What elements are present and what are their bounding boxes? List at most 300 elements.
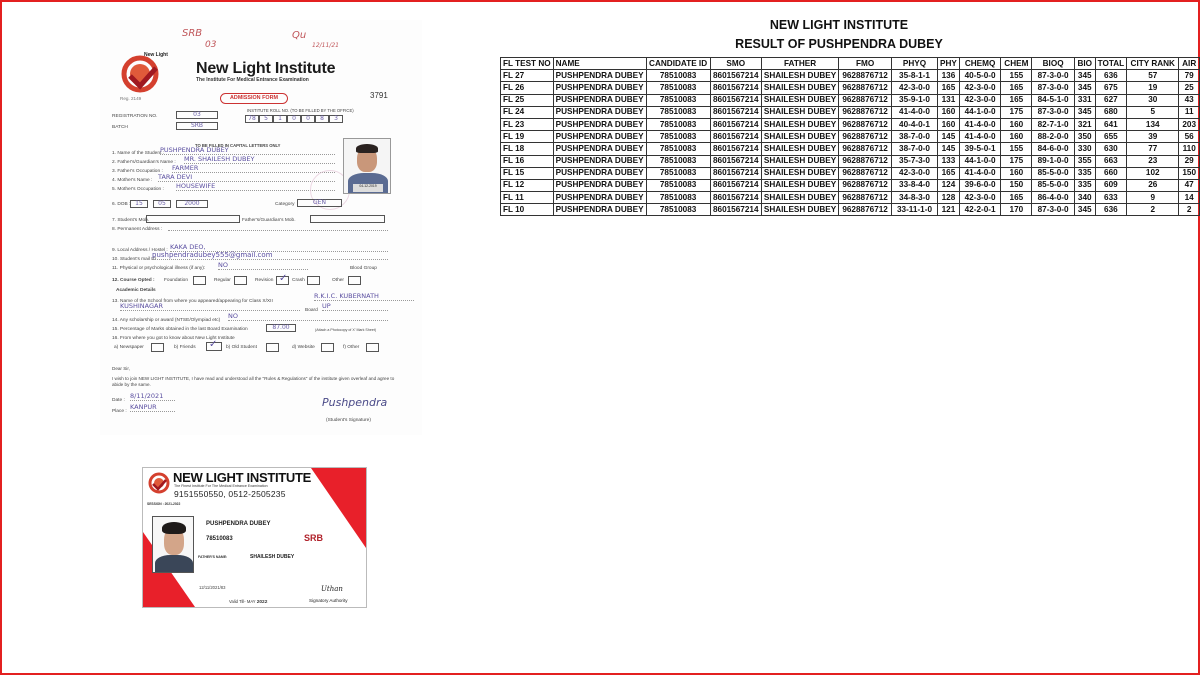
column-header: CANDIDATE ID <box>646 58 710 70</box>
card-phones: 9151550550, 0512-2505235 <box>174 489 286 499</box>
dob-month: 05 <box>153 200 171 208</box>
table-cell: 78510083 <box>646 155 710 167</box>
table-cell: 85-5-0-0 <box>1032 167 1074 179</box>
table-cell: 84-6-0-0 <box>1032 143 1074 155</box>
column-header: CHEMQ <box>959 58 1000 70</box>
signature-label: (Student's Signature) <box>326 418 371 423</box>
table-cell: 41-4-0-0 <box>959 118 1000 130</box>
table-cell: 8601567214 <box>710 94 761 106</box>
table-cell: SHAILESH DUBEY <box>761 94 838 106</box>
batch-field: SRB <box>176 122 218 130</box>
date-label: Date : <box>112 398 125 403</box>
table-cell: 165 <box>1001 192 1032 204</box>
table-cell: 34-8-3-0 <box>891 192 937 204</box>
table-cell: 78510083 <box>646 94 710 106</box>
table-cell: 2 <box>1127 204 1179 216</box>
table-cell: 636 <box>1095 204 1127 216</box>
table-cell: PUSHPENDRA DUBEY <box>553 167 646 179</box>
table-cell: FL 10 <box>501 204 554 216</box>
result-subtitle: RESULT OF PUSHPENDRA DUBEY <box>735 37 943 51</box>
roll-digit: 0 <box>301 115 315 123</box>
admission-form <box>100 20 422 435</box>
field-label-mother: 4. Mother's Name : <box>112 178 153 183</box>
table-cell: SHAILESH DUBEY <box>761 204 838 216</box>
source-label: 16. From where you got to know about New Light Institute <box>112 336 235 341</box>
field-label-mother-occupation: 5. Mother's Occupation : <box>112 187 164 192</box>
table-cell: 43 <box>1179 94 1200 106</box>
academic-details-heading: Academic Details <box>116 288 156 293</box>
table-cell: FL 18 <box>501 143 554 155</box>
table-cell: 655 <box>1095 131 1127 143</box>
table-cell: 165 <box>1001 94 1032 106</box>
table-cell: 38-7-0-0 <box>891 131 937 143</box>
board-label: Board <box>305 308 318 313</box>
institute-logo-icon <box>120 50 168 96</box>
signatory-label: Signatory Authority <box>309 598 348 603</box>
table-cell: SHAILESH DUBEY <box>761 192 838 204</box>
table-cell: 9628876712 <box>839 143 892 155</box>
table-cell: 41-4-0-0 <box>959 167 1000 179</box>
table-cell: SHAILESH DUBEY <box>761 131 838 143</box>
table-cell: 160 <box>1001 167 1032 179</box>
table-cell: 84-5-1-0 <box>1032 94 1074 106</box>
table-cell: 150 <box>1179 167 1200 179</box>
table-row <box>501 82 1200 94</box>
table-cell: 663 <box>1095 155 1127 167</box>
student-signature: Pushpendra <box>322 396 388 409</box>
table-cell: 35-9-1-0 <box>891 94 937 106</box>
table-cell: 675 <box>1095 82 1127 94</box>
table-cell: 86-4-0-0 <box>1032 192 1074 204</box>
scholarship-label: 14. Any scholarship or award (NTSE/Olympiad etc) <box>112 318 221 323</box>
column-header: BIOQ <box>1032 58 1074 70</box>
source-old-student-checkbox <box>266 343 279 352</box>
table-cell: 680 <box>1095 106 1127 118</box>
form-number: 3791 <box>370 91 388 100</box>
table-cell: 8601567214 <box>710 204 761 216</box>
dob-day: 15 <box>130 200 148 208</box>
table-cell: 14 <box>1179 192 1200 204</box>
table-cell: 155 <box>1001 70 1032 82</box>
table-cell: 40-4-0-1 <box>891 118 937 130</box>
table-cell: 87-3-0-0 <box>1032 70 1074 82</box>
table-cell: 102 <box>1127 167 1179 179</box>
table-cell: 11 <box>1179 106 1200 118</box>
father-mob-label: Father's/Guardian's Mob. <box>242 218 296 223</box>
place-field: KANPUR <box>130 404 175 412</box>
column-header: FMO <box>839 58 892 70</box>
table-cell: 150 <box>1001 179 1032 191</box>
table-cell: 42-3-0-0 <box>959 192 1000 204</box>
mail-field: pushpendradubey555@gmail.com <box>152 252 388 260</box>
table-cell: 78510083 <box>646 192 710 204</box>
table-cell: 8601567214 <box>710 143 761 155</box>
column-header: SMO <box>710 58 761 70</box>
table-cell: 133 <box>938 155 960 167</box>
handwritten-initials: Qu <box>292 30 307 41</box>
table-cell: 39-6-0-0 <box>959 179 1000 191</box>
table-cell: 110 <box>1179 143 1200 155</box>
table-cell: 33-8-4-0 <box>891 179 937 191</box>
svg-text:New Light: New Light <box>144 52 168 58</box>
category-field: GEN <box>297 199 342 207</box>
card-validity <box>229 599 267 605</box>
table-cell: 165 <box>938 167 960 179</box>
table-cell: PUSHPENDRA DUBEY <box>553 155 646 167</box>
table-cell: SHAILESH DUBEY <box>761 143 838 155</box>
column-header: PHY <box>938 58 960 70</box>
roll-digit: 8 <box>315 115 329 123</box>
father-name-field: MR. SHAILESH DUBEY <box>184 156 335 164</box>
card-father-label: FATHER'S NAME: <box>198 555 228 559</box>
table-cell: 5 <box>1127 106 1179 118</box>
table-cell: 39 <box>1127 131 1179 143</box>
source-option-label: d) Website <box>292 345 315 350</box>
table-cell: SHAILESH DUBEY <box>761 70 838 82</box>
illness-field: NO <box>218 262 308 270</box>
column-header: AIR <box>1179 58 1200 70</box>
card-session: SESSION : 2021-2022 <box>147 502 181 506</box>
table-cell: SHAILESH DUBEY <box>761 167 838 179</box>
table-cell: 42-3-0-0 <box>959 94 1000 106</box>
table-cell: 340 <box>1074 192 1095 204</box>
table-row <box>501 192 1200 204</box>
table-cell: 8601567214 <box>710 155 761 167</box>
source-option-label: b) Old Student <box>226 345 257 350</box>
table-cell: SHAILESH DUBEY <box>761 155 838 167</box>
permanent-address-label: 8. Permanent Address : <box>112 227 163 232</box>
table-cell: PUSHPENDRA DUBEY <box>553 70 646 82</box>
table-cell: 145 <box>938 131 960 143</box>
table-cell: 78510083 <box>646 167 710 179</box>
column-header: FATHER <box>761 58 838 70</box>
course-regular-checkbox <box>234 276 247 285</box>
table-cell: 345 <box>1074 106 1095 118</box>
category-label: Category <box>275 202 295 207</box>
table-cell: 42-2-0-1 <box>959 204 1000 216</box>
declaration-text: I wish to join NEW LIGHT INSTITUTE, I have read and understood all the "Rules & Regulations" of the institute given overleaf and agree to abide by the same. <box>112 376 395 387</box>
table-cell: 9628876712 <box>839 192 892 204</box>
student-name-field: PUSHPENDRA DUBEY <box>160 147 335 155</box>
table-cell: 8601567214 <box>710 192 761 204</box>
table-cell: PUSHPENDRA DUBEY <box>553 94 646 106</box>
table-cell: PUSHPENDRA DUBEY <box>553 82 646 94</box>
table-cell: 9628876712 <box>839 118 892 130</box>
table-cell: 82-7-1-0 <box>1032 118 1074 130</box>
local-address-field: KAKA DEO, <box>170 244 388 252</box>
table-cell: 87-3-0-0 <box>1032 106 1074 118</box>
authority-signature: Uthan <box>321 585 343 593</box>
table-cell: 87-3-0-0 <box>1032 82 1074 94</box>
place-label: Place : <box>112 409 127 414</box>
card-father-name: SHAILESH DUBEY <box>250 554 295 560</box>
table-cell: 330 <box>1074 143 1095 155</box>
table-cell: 9628876712 <box>839 179 892 191</box>
permanent-address-field <box>168 223 388 231</box>
source-other-checkbox <box>366 343 379 352</box>
table-row <box>501 118 1200 130</box>
blood-group-label: Blood Group <box>350 266 377 271</box>
table-cell: 636 <box>1095 70 1127 82</box>
handwritten-batch: SRB <box>182 28 203 39</box>
column-header: CITY RANK <box>1127 58 1179 70</box>
table-cell: 42-3-0-0 <box>891 82 937 94</box>
table-cell: 30 <box>1127 94 1179 106</box>
table-header-row <box>501 58 1200 70</box>
table-cell: 641 <box>1095 118 1127 130</box>
dob-label: 6. DOB : <box>112 202 131 207</box>
table-cell: 8601567214 <box>710 179 761 191</box>
table-cell: 633 <box>1095 192 1127 204</box>
registration-label: REGISTRATION NO. <box>112 114 158 119</box>
card-student-name: PUSHPENDRA DUBEY <box>206 521 271 527</box>
table-cell: 9628876712 <box>839 204 892 216</box>
table-row <box>501 143 1200 155</box>
table-row <box>501 179 1200 191</box>
table-cell: 39-5-0-1 <box>959 143 1000 155</box>
source-website-checkbox <box>321 343 334 352</box>
school-label: 13. Name of the School from where you appeared/appearing for Class X/XII <box>112 299 273 304</box>
table-cell: 57 <box>1127 70 1179 82</box>
student-mob-field <box>146 215 240 223</box>
table-cell: 9 <box>1127 192 1179 204</box>
table-cell: 19 <box>1127 82 1179 94</box>
table-cell: FL 19 <box>501 131 554 143</box>
field-label-father-occupation: 3. Father's Occupation : <box>112 169 163 174</box>
table-cell: 9628876712 <box>839 155 892 167</box>
roll-digit: 1 <box>273 115 287 123</box>
table-cell: 44-1-0-0 <box>959 106 1000 118</box>
table-cell: 345 <box>1074 204 1095 216</box>
course-option-label: Crash <box>292 278 305 283</box>
table-cell: 175 <box>1001 155 1032 167</box>
table-cell: 350 <box>1074 131 1095 143</box>
table-cell: 8601567214 <box>710 106 761 118</box>
table-cell: 47 <box>1179 179 1200 191</box>
table-cell: 42-3-0-0 <box>891 167 937 179</box>
student-photo <box>343 138 391 194</box>
card-candidate-id: 78510083 <box>206 536 233 542</box>
table-cell: 78510083 <box>646 131 710 143</box>
card-photo <box>152 516 194 573</box>
institute-subtitle: The Institute For Medical Entrance Examination <box>196 77 309 83</box>
table-cell: 89-1-0-0 <box>1032 155 1074 167</box>
table-cell: 170 <box>1001 204 1032 216</box>
table-cell: 78510083 <box>646 82 710 94</box>
result-institute-title: NEW LIGHT INSTITUTE <box>769 18 909 32</box>
source-friends-checkbox <box>206 342 222 351</box>
reg-number: Reg. 2149 <box>120 96 142 101</box>
table-row <box>501 131 1200 143</box>
table-body <box>501 70 1200 216</box>
column-header: TOTAL <box>1095 58 1127 70</box>
table-cell: 321 <box>1074 118 1095 130</box>
table-row <box>501 204 1200 216</box>
board-field: UP <box>322 303 388 311</box>
table-cell: 9628876712 <box>839 94 892 106</box>
date-field: 8/11/2021 <box>130 393 175 401</box>
table-cell: 134 <box>1127 118 1179 130</box>
column-header: NAME <box>553 58 646 70</box>
student-mob-label: 7. Student's Mob. <box>112 218 150 223</box>
course-option-label: Regular <box>214 278 231 283</box>
table-cell: 9628876712 <box>839 167 892 179</box>
mother-name-field: TARA DEVI <box>158 174 335 182</box>
table-cell: 44-1-0-0 <box>959 155 1000 167</box>
percentage-note: (Attach a Photocopy of X' Mark Sheet) <box>315 328 377 332</box>
school-place-field: KUSHINAGAR <box>120 303 300 311</box>
table-cell: 78510083 <box>646 143 710 155</box>
table-cell: 203 <box>1179 118 1200 130</box>
table-cell: 8601567214 <box>710 70 761 82</box>
table-cell: 155 <box>1001 143 1032 155</box>
card-batch: SRB <box>304 533 324 543</box>
table-cell: 136 <box>938 70 960 82</box>
table-cell: 78510083 <box>646 70 710 82</box>
table-cell: 128 <box>938 192 960 204</box>
table-cell: 79 <box>1179 70 1200 82</box>
table-cell: FL 25 <box>501 94 554 106</box>
table-cell: 26 <box>1127 179 1179 191</box>
admission-form-title: ADMISSION FORM <box>220 93 288 104</box>
table-cell: SHAILESH DUBEY <box>761 82 838 94</box>
table-cell: PUSHPENDRA DUBEY <box>553 143 646 155</box>
roll-digit: 78 <box>245 115 259 123</box>
capital-letters-note: TO BE FILLED IN CAPITAL LETTERS ONLY <box>195 143 281 148</box>
illness-label: 11. Physical or psychological illness (if any): <box>112 266 206 271</box>
roll-digit: 3 <box>329 115 343 123</box>
source-newspaper-checkbox <box>151 343 164 352</box>
local-address-label: 9. Local Address / Hostel : <box>112 248 168 253</box>
table-cell: 627 <box>1095 94 1127 106</box>
mother-occupation-field: HOUSEWIFE <box>176 183 335 191</box>
percentage-label: 15. Percentage of Marks obtained in the last Board Examination <box>112 327 248 332</box>
source-option-label: a) Newspaper <box>114 345 144 350</box>
result-table <box>500 57 1200 216</box>
institute-logo-icon <box>147 471 171 495</box>
father-mob-field <box>310 215 385 223</box>
field-label-name: 1. Name of the Student : <box>112 151 164 156</box>
course-label: 12. Course Opted : <box>112 278 155 283</box>
table-cell: 160 <box>938 118 960 130</box>
table-cell: SHAILESH DUBEY <box>761 179 838 191</box>
table-cell: 331 <box>1074 94 1095 106</box>
column-header: FL TEST NO <box>501 58 554 70</box>
salutation: Dear Sir, <box>112 366 130 371</box>
table-cell: 160 <box>1001 118 1032 130</box>
school-name-field: R.K.I.C. KUBERNATH <box>314 293 414 301</box>
table-cell: 165 <box>1001 82 1032 94</box>
table-cell: 8601567214 <box>710 131 761 143</box>
table-cell: 38-7-0-0 <box>891 143 937 155</box>
column-header: BIO <box>1074 58 1095 70</box>
table-cell: 78510083 <box>646 106 710 118</box>
table-cell: PUSHPENDRA DUBEY <box>553 192 646 204</box>
valid-year: 2022 <box>256 600 268 605</box>
table-cell: 56 <box>1179 131 1200 143</box>
table-cell: 345 <box>1074 70 1095 82</box>
table-cell: 41-4-0-0 <box>959 131 1000 143</box>
course-revision-checkbox <box>276 276 289 285</box>
card-code: 12/11/2021/83 <box>199 585 226 590</box>
table-cell: 121 <box>938 204 960 216</box>
table-cell: SHAILESH DUBEY <box>761 106 838 118</box>
table-cell: PUSHPENDRA DUBEY <box>553 179 646 191</box>
course-crash-checkbox <box>307 276 320 285</box>
table-cell: 8601567214 <box>710 82 761 94</box>
photo-date-tag: 04-12-2019 <box>353 184 383 192</box>
course-option-label: Other <box>332 278 344 283</box>
dob-year: 2000 <box>176 200 208 208</box>
table-cell: 160 <box>1001 131 1032 143</box>
valid-label: Valid Till- MAY <box>229 599 256 604</box>
table-cell: 35-7-3-0 <box>891 155 937 167</box>
table-cell: 131 <box>938 94 960 106</box>
table-cell: FL 16 <box>501 155 554 167</box>
roll-digit: 5 <box>259 115 273 123</box>
table-cell: 660 <box>1095 167 1127 179</box>
table-cell: 345 <box>1074 82 1095 94</box>
table-cell: 40-5-0-0 <box>959 70 1000 82</box>
table-row <box>501 167 1200 179</box>
table-cell: 175 <box>1001 106 1032 118</box>
scholarship-field: NO <box>228 313 388 321</box>
table-cell: 355 <box>1074 155 1095 167</box>
card-subtitle: The Finest Institute For The Medical Entrance Examination <box>174 484 268 488</box>
table-cell: FL 26 <box>501 82 554 94</box>
table-cell: 85-5-0-0 <box>1032 179 1074 191</box>
source-option-label: b) Friends <box>174 345 196 350</box>
field-label-father: 2. Father's/Guardian's Name : <box>112 160 176 165</box>
table-cell: FL 15 <box>501 167 554 179</box>
table-cell: 35-8-1-1 <box>891 70 937 82</box>
column-header: CHEM <box>1001 58 1032 70</box>
batch-label: BATCH <box>112 125 128 130</box>
handwritten-date: 12/11/21 <box>312 42 339 49</box>
table-cell: 78510083 <box>646 179 710 191</box>
course-other-checkbox <box>348 276 361 285</box>
table-cell: 87-3-0-0 <box>1032 204 1074 216</box>
table-cell: 78510083 <box>646 118 710 130</box>
table-cell: FL 24 <box>501 106 554 118</box>
table-cell: PUSHPENDRA DUBEY <box>553 131 646 143</box>
table-row <box>501 94 1200 106</box>
table-cell: PUSHPENDRA DUBEY <box>553 118 646 130</box>
percentage-field: 87.00 <box>266 324 296 332</box>
table-cell: 124 <box>938 179 960 191</box>
table-cell: 33-11-1-0 <box>891 204 937 216</box>
course-option-label: Revision <box>255 278 274 283</box>
table-cell: 630 <box>1095 143 1127 155</box>
roll-label: INSTITUTE ROLL NO. (TO BE FILLED BY THE OFFICE) <box>247 108 354 113</box>
table-cell: 165 <box>938 82 960 94</box>
table-cell: 609 <box>1095 179 1127 191</box>
source-option-label: f) Other <box>343 345 360 350</box>
table-row <box>501 106 1200 118</box>
table-cell: 77 <box>1127 143 1179 155</box>
table-cell: 29 <box>1179 155 1200 167</box>
table-cell: 25 <box>1179 82 1200 94</box>
id-card <box>142 467 367 608</box>
table-cell: 78510083 <box>646 204 710 216</box>
table-cell: FL 27 <box>501 70 554 82</box>
table-cell: FL 11 <box>501 192 554 204</box>
table-cell: 335 <box>1074 179 1095 191</box>
table-cell: 88-2-0-0 <box>1032 131 1074 143</box>
table-row <box>501 155 1200 167</box>
table-cell: SHAILESH DUBEY <box>761 118 838 130</box>
table-cell: FL 23 <box>501 118 554 130</box>
